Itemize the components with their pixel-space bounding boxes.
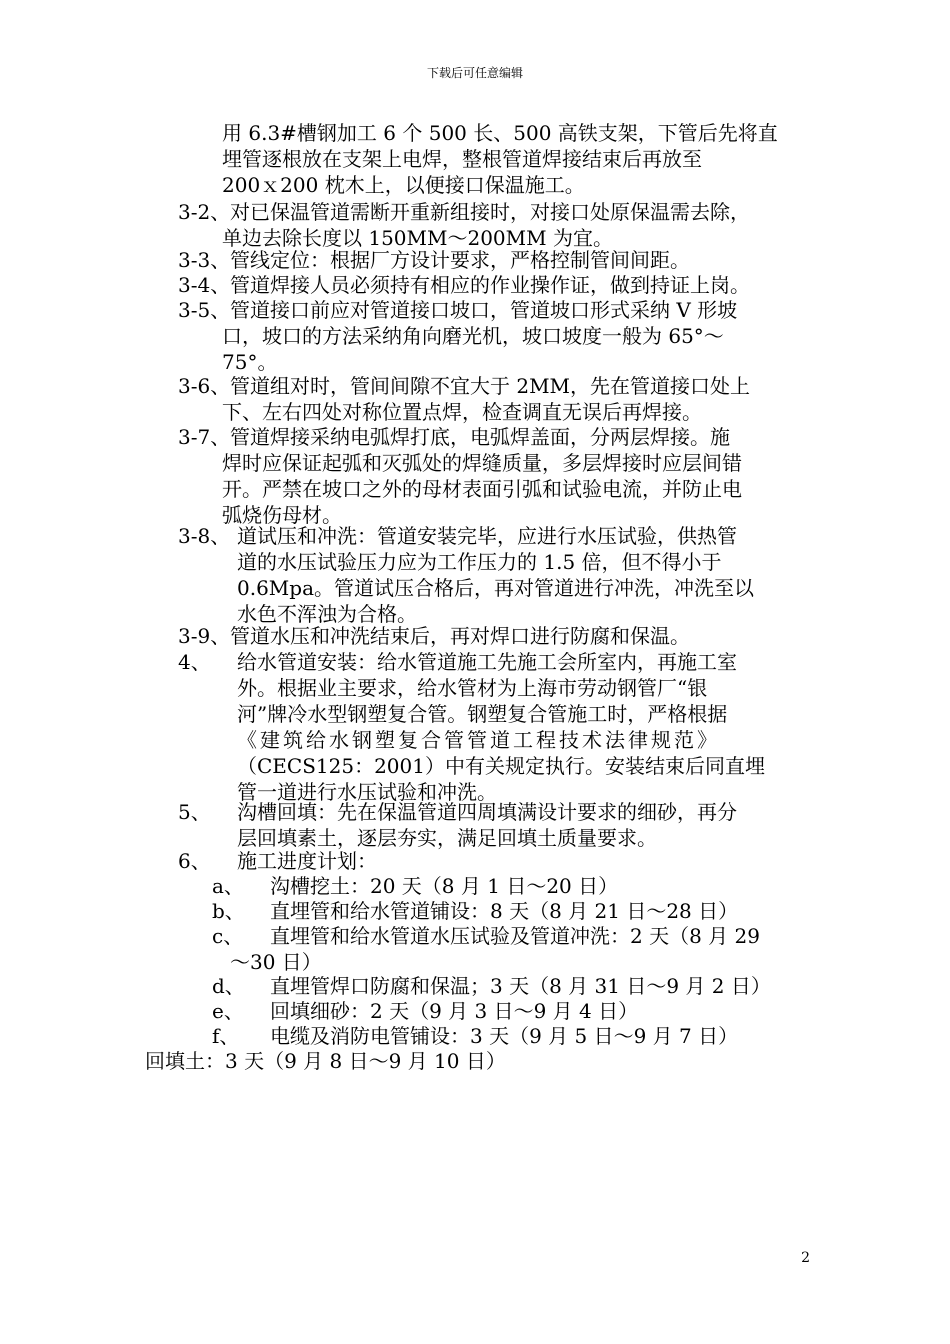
text-line: 直埋管焊口防腐和保温；3 天（8 月 31 日～9 月 2 日） — [270, 974, 771, 998]
text-line: 75°。 — [222, 350, 278, 374]
page-number: 2 — [801, 1250, 810, 1266]
item-number: 5、 — [178, 800, 211, 824]
text-line: 外。根据业主要求，给水管材为上海市劳动钢管厂“银 — [237, 676, 708, 700]
item-number: 4、 — [178, 650, 211, 674]
list-item — [237, 523, 754, 627]
text-line: 焊时应保证起弧和灭弧处的焊缝质量，多层焊接时应层间错 — [222, 451, 742, 475]
text-line: 用 6.3#槽钢加工 6 个 500 长、500 高铁支架，下管后先将直 — [222, 121, 778, 145]
schedule-label: a、 — [212, 874, 244, 898]
item-number: 3-6、 — [178, 374, 231, 398]
schedule-label: c、 — [212, 924, 244, 948]
text-line: 给水管道安装：给水管道施工先施工会所室内，再施工室 — [237, 650, 737, 674]
text-line: 开。严禁在坡口之外的母材表面引弧和试验电流，并防止电 — [222, 477, 742, 501]
item-number: 3-8、 — [178, 524, 231, 548]
schedule-label: d、 — [212, 974, 245, 998]
list-item — [230, 247, 690, 273]
list-item — [230, 623, 690, 649]
schedule-label: e、 — [212, 999, 244, 1023]
text-line: 管道焊接人员必须持有相应的作业操作证，做到持证上岗。 — [230, 273, 750, 297]
text-line: 水色不浑浊为合格。 — [237, 602, 417, 626]
text-line: 管道焊接采纳电弧焊打底，电弧焊盖面，分两层焊接。施 — [230, 425, 730, 449]
text-line: 道试压和冲洗：管道安装完毕，应进行水压试验，供热管 — [237, 524, 737, 548]
text-line: 电缆及消防电管铺设：3 天（9 月 5 日～9 月 7 日） — [270, 1024, 739, 1048]
list-item — [222, 373, 751, 425]
item-number: 6、 — [178, 849, 211, 873]
text-line: 埋管逐根放在支架上电焊，整根管道焊接结束后再放至 — [222, 147, 702, 171]
text-line: 河”牌冷水型钢塑复合管。钢塑复合管施工时，严格根据 — [237, 702, 728, 726]
text-line: 沟槽挖土：20 天（8 月 1 日～20 日） — [270, 874, 619, 898]
schedule-item — [270, 1023, 738, 1049]
text-line: 口，坡口的方法采纳角向磨光机，坡口坡度一般为 65°～ — [222, 324, 724, 348]
schedule-item — [270, 873, 618, 899]
closing-line — [145, 1048, 506, 1074]
schedule-label: b、 — [212, 899, 245, 923]
item-number: 3-3、 — [178, 248, 231, 272]
text-line: 单边去除长度以 150MM～200MM 为宜。 — [222, 226, 613, 250]
text-line: 0.6Mpa。管道试压合格后，再对管道进行冲洗，冲洗至以 — [237, 576, 755, 600]
item-number: 3-4、 — [178, 273, 231, 297]
page-header: 下载后可任意编辑 — [426, 66, 523, 80]
text-line: 弧烧伤母材。 — [222, 503, 342, 527]
text-line: 直埋管和给水管道水压试验及管道冲洗：2 天（8 月 29 — [270, 924, 760, 948]
text-line: 层回填素土，逐层夯实，满足回填土质量要求。 — [237, 826, 657, 850]
item-number: 3-2、 — [178, 200, 231, 224]
text-line: 管线定位：根据厂方设计要求，严格控制管间间距。 — [230, 248, 690, 272]
schedule-item — [270, 898, 738, 924]
list-item — [237, 799, 737, 851]
text-line: 管道水压和冲洗结束后，再对焊口进行防腐和保温。 — [230, 624, 690, 648]
text-line: ～30 日） — [230, 950, 322, 974]
text-line: 管道接口前应对管道接口坡口，管道坡口形式采纳 V 形坡 — [230, 298, 738, 322]
text-line: 回填细砂：2 天（9 月 3 日～9 月 4 日） — [270, 999, 639, 1023]
schedule-item — [270, 973, 771, 999]
list-item — [237, 848, 377, 874]
schedule-item — [270, 998, 638, 1024]
item-number: 3-9、 — [178, 624, 231, 648]
text-line: 管道组对时，管间间隙不宜大于 2MM，先在管道接口处上 — [230, 374, 751, 398]
list-item — [222, 424, 742, 528]
schedule-item — [230, 923, 760, 975]
list-item — [222, 297, 738, 375]
list-item — [237, 649, 765, 805]
text-line: （CECS125：2001）中有关规定执行。安装结束后同直埋 — [237, 754, 765, 778]
item-number: 3-5、 — [178, 298, 231, 322]
text-line: 沟槽回填：先在保温管道四周填满设计要求的细砂，再分 — [237, 800, 737, 824]
text-line: 道的水压试验压力应为工作压力的 1.5 倍，但不得小于 — [237, 550, 722, 574]
text-line: 管一道进行水压试验和冲洗。 — [237, 780, 497, 804]
text-line: 对已保温管道需断开重新组接时，对接口处原保温需去除， — [230, 200, 750, 224]
schedule-label: f、 — [212, 1024, 240, 1048]
text-line: 《建筑给水钢塑复合管管道工程技术法律规范》 — [237, 728, 720, 752]
text-line: 下、左右四处对称位置点焊，检查调直无误后再焊接。 — [222, 400, 702, 424]
text-line: 施工进度计划： — [237, 849, 377, 873]
item-number: 3-7、 — [178, 425, 231, 449]
intro-paragraph — [222, 120, 778, 198]
list-item — [230, 272, 750, 298]
text-line: 回填土：3 天（9 月 8 日～9 月 10 日） — [145, 1049, 506, 1073]
text-line: 200ｘ200 枕木上，以便接口保温施工。 — [222, 173, 585, 197]
list-item — [222, 199, 750, 251]
text-line: 直埋管和给水管道铺设：8 天（8 月 21 日～28 日） — [270, 899, 739, 923]
